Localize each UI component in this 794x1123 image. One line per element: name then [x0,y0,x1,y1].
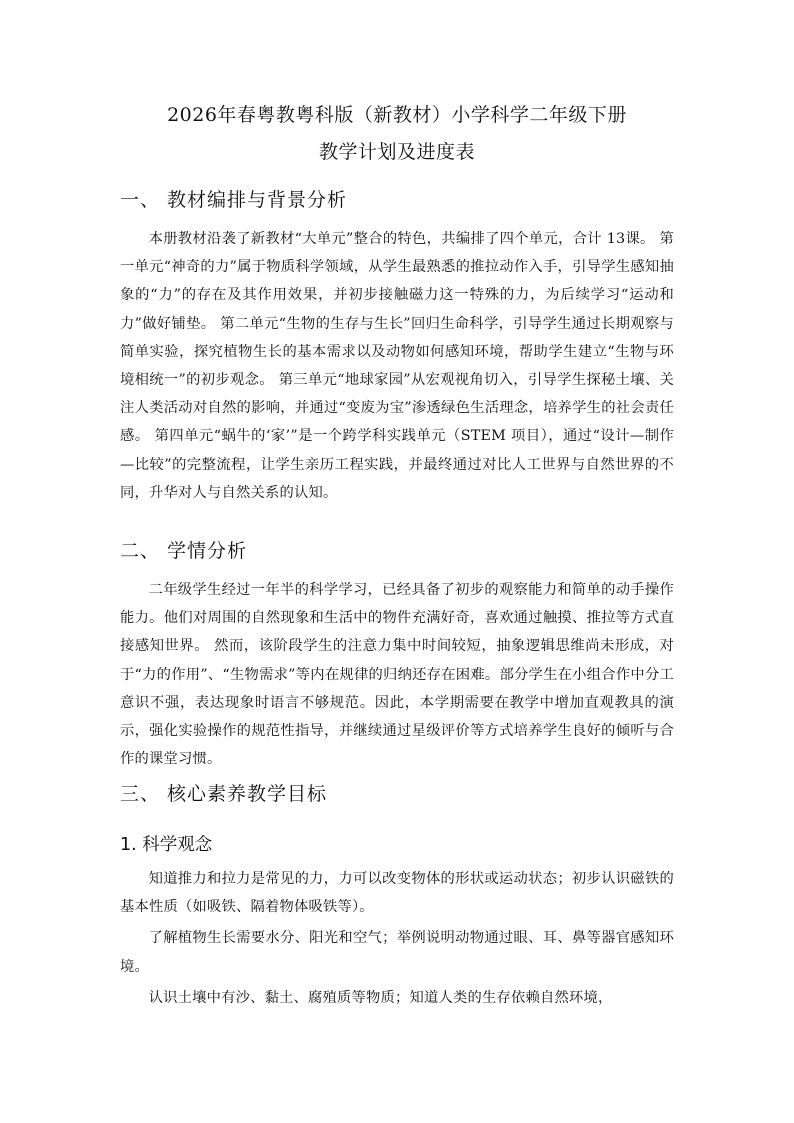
subsection-paragraph: 认识土壤中有沙、黏土、腐殖质等物质；知道人类的生存依赖自然环境， [148,989,613,1006]
subsection-paragraph: 了解植物生长需要水分、阳光和空气；举例说明动物通过眼、耳、鼻等器官感知环境。 [120,930,674,975]
section-3 [120,781,674,807]
subsection-heading: 1. 科学观念 [120,835,213,855]
section-paragraph: 二年级学生经过一年半的科学学习，已经具备了初步的观察能力和简单的动手操作能力。他们对周围的自然现象和生活中的物件充满好奇，喜欢通过触摸、推拉等方式直接感知世界。 然而，该阶段学生的注意力集中时间较短，抽象逻辑思维尚未形成，对于“力的作用”、“生物需求”等内在规律的归纳还存在困难。部分学生在小组合作中分工意识不强，表达现象时语言不够规范。因此，本学期需要在教学中增加直观教具的演示，强化实验操作的规范性指导，并继续通过星级评价等方式培养学生良好的倾听与合作的课堂习惯。 [120,582,674,768]
subsection-paragraph: 知道推力和拉力是常见的力，力可以改变物体的形状或运动状态；初步认识磁铁的基本性质（如吸铁、隔着物体吸铁等）。 [120,871,674,916]
section-heading: 三、 核心素养教学目标 [120,783,328,805]
section-paragraph: 本册教材沿袭了新教材“大单元”整合的特色，共编排了四个单元，合计 13课。 第一单元“神奇的力”属于物质科学领域，从学生最熟悉的推拉动作入手，引导学生感知抽象的“力”的存在及其作用效果，并初步接触磁力这一特殊的力，为后续学习“运动和力”做好铺垫。 第二单元“生物的生存与生长”回归生命科学，引导学生通过长期观察与简单实验，探究植物生长的基本需求以及动物如何感知环境，帮助学生建立“生物与环境相统一”的初步观念。 第三单元“地球家园”从宏观视角切入，引导学生探秘土壤、关注人类活动对自然的影响，并通过“变废为宝”渗透绿色生活理念，培养学生的社会责任感。 第四单元“蜗牛的‘家’”是一个跨学科实践单元（STEM 项目），通过“设计—制作—比较”的完整流程，让学生亲历工程实践，并最终通过对比人工世界与自然世界的不同，升华对人与自然关系的认知。 [120,231,674,501]
document-title: 2026年春粤教粤科版（新教材）小学科学二年级下册 [167,104,627,126]
section-1 [120,187,674,507]
section-heading: 一、 教材编排与背景分析 [120,189,348,211]
document-subtitle: 教学计划及进度表 [318,141,475,163]
section-heading: 二、 学情分析 [120,540,248,562]
subsection-science-concepts [120,833,674,1012]
title-block [0,101,794,166]
section-2 [120,538,674,773]
